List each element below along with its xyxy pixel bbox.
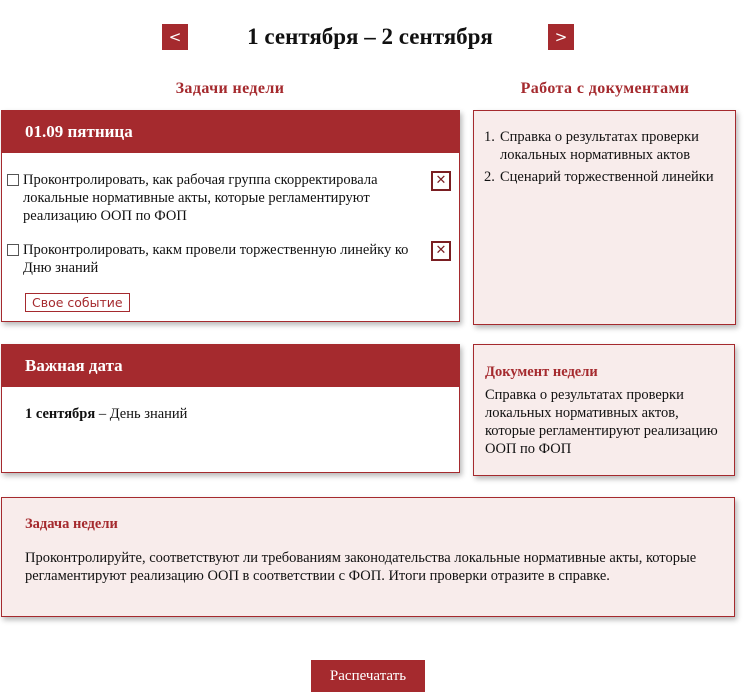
week-task-title: Задача недели — [25, 516, 118, 532]
doc-of-week-title: Документ недели — [485, 364, 598, 380]
important-date-date: 1 сентября — [25, 406, 96, 422]
close-box-icon[interactable]: ✕ — [431, 241, 451, 261]
task-checkbox[interactable] — [7, 244, 19, 256]
doc-item-label: Сценарий торжественной линейки — [500, 169, 714, 185]
task-text: Проконтролировать, какм провели торжественную линейку ко Дню знаний — [23, 242, 409, 276]
week-task-text: Проконтролируйте, соответствуют ли требованиям законодательства локальные нормативные акты, которые регламентируют реализацию ООП в соответствии с ФОП. Итоги проверки отразите в справке. — [25, 550, 697, 584]
next-week-button[interactable]: > — [548, 24, 574, 50]
week-title: 1 сентября – 2 сентября — [247, 24, 493, 49]
prev-week-button[interactable]: < — [162, 24, 188, 50]
doc-of-week-card — [473, 344, 735, 476]
important-date-separator: – — [98, 406, 107, 422]
tasks-column-title: Задачи недели — [175, 80, 285, 97]
important-date-line — [25, 405, 187, 423]
doc-item[interactable] — [482, 168, 732, 186]
task-text: Проконтролировать, как рабочая группа скорректировала локальные нормативные акты, которые регламентируют реализацию ООП по ФОП — [23, 172, 378, 224]
important-date-event: День знаний — [109, 406, 188, 422]
docs-card — [473, 110, 736, 325]
important-date-card — [1, 344, 460, 473]
doc-item[interactable] — [482, 128, 732, 164]
print-button[interactable]: Распечатать — [311, 660, 425, 692]
docs-column-title: Работа с документами — [520, 80, 690, 97]
doc-item-label: Справка о результатах проверки локальных нормативных актов — [500, 129, 699, 163]
week-task-card — [1, 497, 735, 617]
doc-item-number: 1. — [484, 129, 495, 145]
close-box-icon[interactable]: ✕ — [431, 171, 451, 191]
docs-list — [482, 128, 732, 190]
add-event-button[interactable]: Свое событие — [25, 293, 130, 312]
task-checkbox[interactable] — [7, 174, 19, 186]
doc-item-number: 2. — [484, 169, 495, 185]
doc-of-week-text[interactable]: Справка о результатах проверки локальных нормативных актов, которые регламентируют реализацию ООП по ФОП — [485, 387, 718, 457]
important-date-heading: Важная дата — [2, 345, 459, 387]
day-heading: 01.09 пятница — [2, 111, 459, 153]
day-card — [1, 110, 460, 322]
